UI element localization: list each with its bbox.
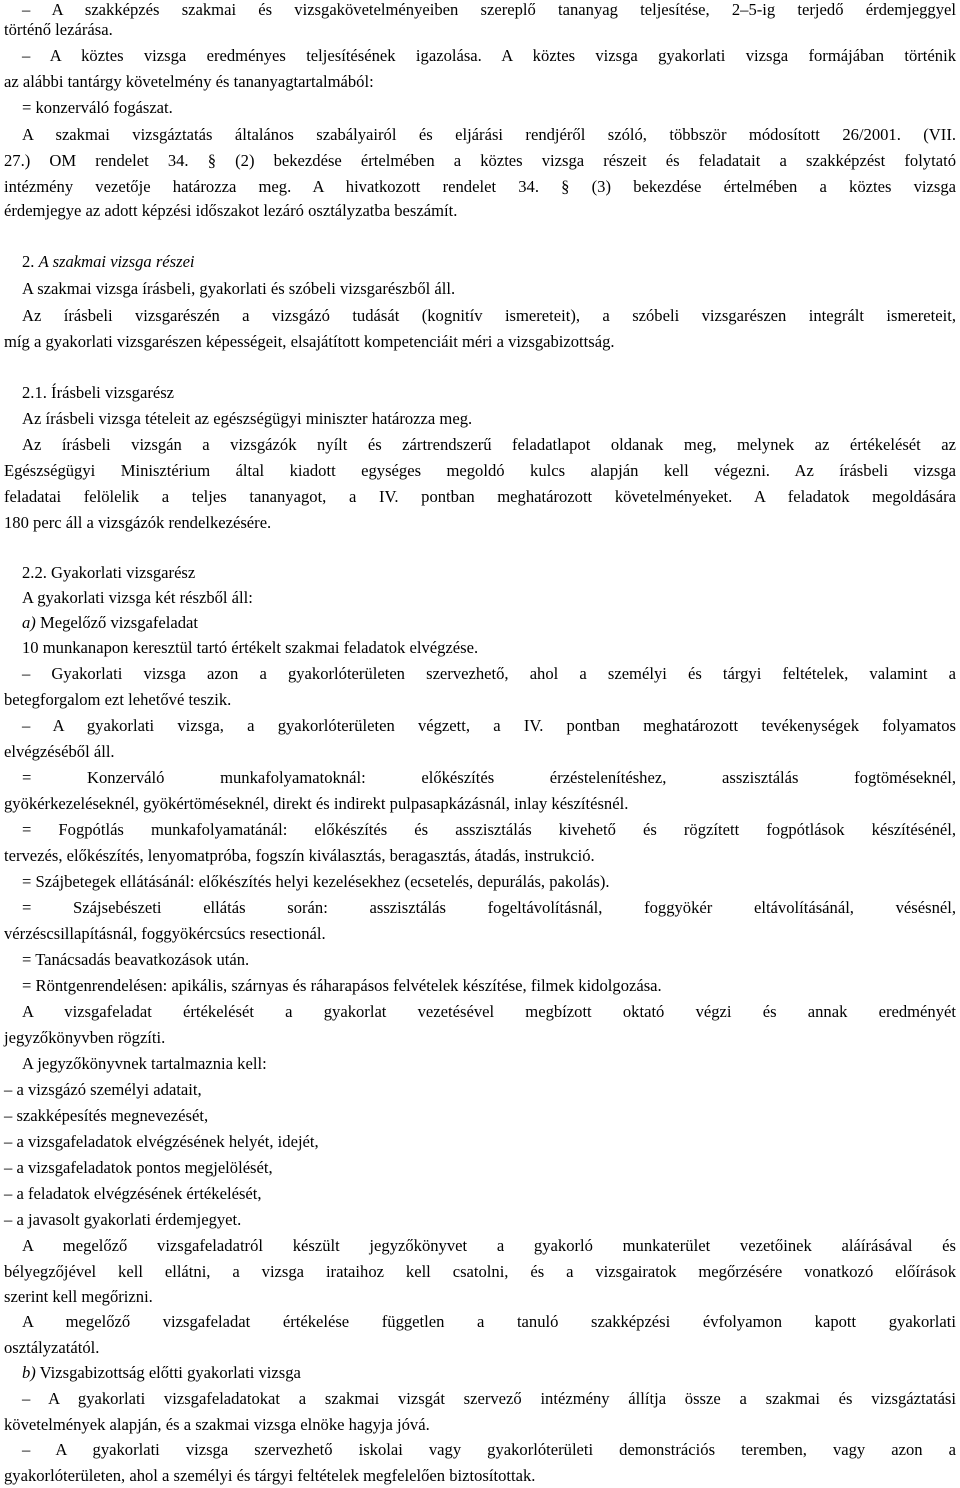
text-line: bélyegzőjével kell ellátni, a vizsga irataihoz kell csatolni, és a vizsgairatok megőrzésére vonatkozó előírások [4,1262,956,1281]
text-line: 27.) OM rendelet 34. § (2) bekezdése értelmében a köztes vizsga részeit és feladatait a szakképzést folytató [4,151,956,170]
text-line: A megelőző vizsgafeladatról készült jegyzőkönyvet a gyakorló munkaterület vezetőinek aláírásával és [22,1236,956,1255]
text-line: 2.1. Írásbeli vizsgarész [22,383,175,402]
text-line: A szakmai vizsga írásbeli, gyakorlati és szóbeli vizsgarészből áll. [22,279,456,298]
text-line: jegyzőkönyvben rögzíti. [4,1028,166,1047]
text-line: érdemjegye az adott képzési időszakot lezáró osztályzatba beszámít. [4,201,458,220]
text-line: Egészségügyi Minisztérium által kiadott egységes megoldó kulcs alapján kell végezni. Az írásbeli vizsga [4,461,956,480]
text-line: – a vizsgafeladatok pontos megjelölését, [4,1158,273,1177]
text-line: Az írásbeli vizsga tételeit az egészségügyi miniszter határozza meg. [22,409,473,428]
text-line: A jegyzőkönyvnek tartalmaznia kell: [22,1054,267,1073]
text-line: 2. A szakmai vizsga részei [22,252,195,271]
text-line: – A szakképzés szakmai és vizsgakövetelményeiben szereplő tananyag teljesítése, 2–5-ig terjedő érdemjeggyel [22,0,956,19]
text-line: = konzerváló fogászat. [22,98,173,117]
text-line: az alábbi tantárgy követelmény és tananyagtartalmából: [4,72,374,91]
text-line: 10 munkanapon keresztül tartó értékelt szakmai feladatok elvégzése. [22,638,479,657]
text-line: = Fogpótlás munkafolyamatánál: előkészítés és asszisztálás kivehető és rögzített fogpótlások készítésénél, [22,820,956,839]
text-line: – A gyakorlati vizsgafeladatokat a szakmai vizsgát szervező intézmény állítja össze a szakmai és vizsgáztatási [22,1389,956,1408]
text-line: intézmény vezetője határozza meg. A hivatkozott rendelet 34. § (3) bekezdése értelmében a köztes vizsga [4,177,956,196]
text-line: vérzéscsillapításnál, foggyökércsúcs resectionál. [4,924,326,943]
text-line: = Röntgenrendelésen: apikális, szárnyas és ráharapásos felvételek készítése, filmek kidolgozása. [22,976,662,995]
text-line: történő lezárása. [4,20,113,39]
text-line: követelmények alapján, és a szakmai vizsga elnöke hagyja jóvá. [4,1415,430,1434]
text-line: A gyakorlati vizsga két részből áll: [22,588,253,607]
text-line: – A gyakorlati vizsga, a gyakorlóterületen végzett, a IV. pontban meghatározott tevékenységek folyamatos [22,716,956,735]
text-line: Az írásbeli vizsgán a vizsgázók nyílt és zártrendszerű feladatlapot oldanak meg, melynek az értékelését az [22,435,956,454]
text-line: feladatai felölelik a teljes tananyagot, a IV. pontban meghatározott követelményeket. A feladatok megoldására [4,487,956,506]
text-line: = Szájbetegek ellátásánál: előkészítés helyi kezelésekhez (ecsetelés, depurálás, pakolás). [22,872,610,891]
text-line: – a feladatok elvégzésének értékelését, [4,1184,262,1203]
text-line: = Szájsebészeti ellátás során: asszisztálás fogeltávolításnál, foggyökér eltávolításánál, vésésnél, [22,898,956,917]
text-line: – A köztes vizsga eredményes teljesítésének igazolása. A köztes vizsga gyakorlati vizsga formájában történik [22,46,956,65]
text-line: = Tanácsadás beavatkozások után. [22,950,250,969]
text-line: Az írásbeli vizsgarészén a vizsgázó tudását (kognitív ismereteit), a szóbeli vizsgarészen integrált ismereteit, [22,306,956,325]
text-line: A vizsgafeladat értékelését a gyakorlat vezetésével megbízott oktató végzi és annak eredményét [22,1002,956,1021]
text-line: elvégzéséből áll. [4,742,115,761]
text-line: gyakorlóterületen, ahol a személyi és tárgyi feltételek megfelelően biztosítottak. [4,1466,536,1485]
text-line: 2.2. Gyakorlati vizsgarész [22,563,196,582]
text-line: betegforgalom ezt lehetővé teszik. [4,690,232,709]
text-line: – szakképesítés megnevezését, [4,1106,209,1125]
text-line: a) Megelőző vizsgafeladat [22,613,199,632]
text-line: = Konzerváló munkafolyamatoknál: előkészítés érzéstelenítéshez, asszisztálás fogtöméseknél, [22,768,956,787]
text-line: – a vizsgafeladatok elvégzésének helyét, idejét, [4,1132,319,1151]
text-line: – Gyakorlati vizsga azon a gyakorlóterületen szervezhető, ahol a személyi és tárgyi feltételek, valamint a [22,664,956,683]
text-line: – a javasolt gyakorlati érdemjegyet. [4,1210,242,1229]
text-line: A megelőző vizsgafeladat értékelése független a tanuló szakképzési évfolyamon kapott gyakorlati [22,1312,956,1331]
text-line: – a vizsgázó személyi adatait, [4,1080,202,1099]
text-line: A szakmai vizsgáztatás általános szabályairól és eljárási rendjéről szóló, többször módosított 26/2001. (VII. [22,125,956,144]
text-line: míg a gyakorlati vizsgarészen képességeit, elsajátított kompetenciáit méri a vizsgabizottság. [4,332,615,351]
text-line: b) Vizsgabizottság előtti gyakorlati vizsga [22,1363,301,1382]
text-line: gyökérkezeléseknél, gyökértöméseknél, direkt és indirekt pulpasapkázásnál, inlay készítésnél. [4,794,629,813]
text-line: tervezés, előkészítés, lenyomatpróba, fogszín kiválasztás, beragasztás, átadás, instrukció. [4,846,595,865]
text-line: osztályzatától. [4,1338,100,1357]
text-line: szerint kell megőrizni. [4,1287,153,1306]
text-line: 180 perc áll a vizsgázók rendelkezésére. [4,513,272,532]
text-line: – A gyakorlati vizsga szervezhető iskolai vagy gyakorlóterületi demonstrációs teremben, vagy azon a [22,1440,956,1459]
